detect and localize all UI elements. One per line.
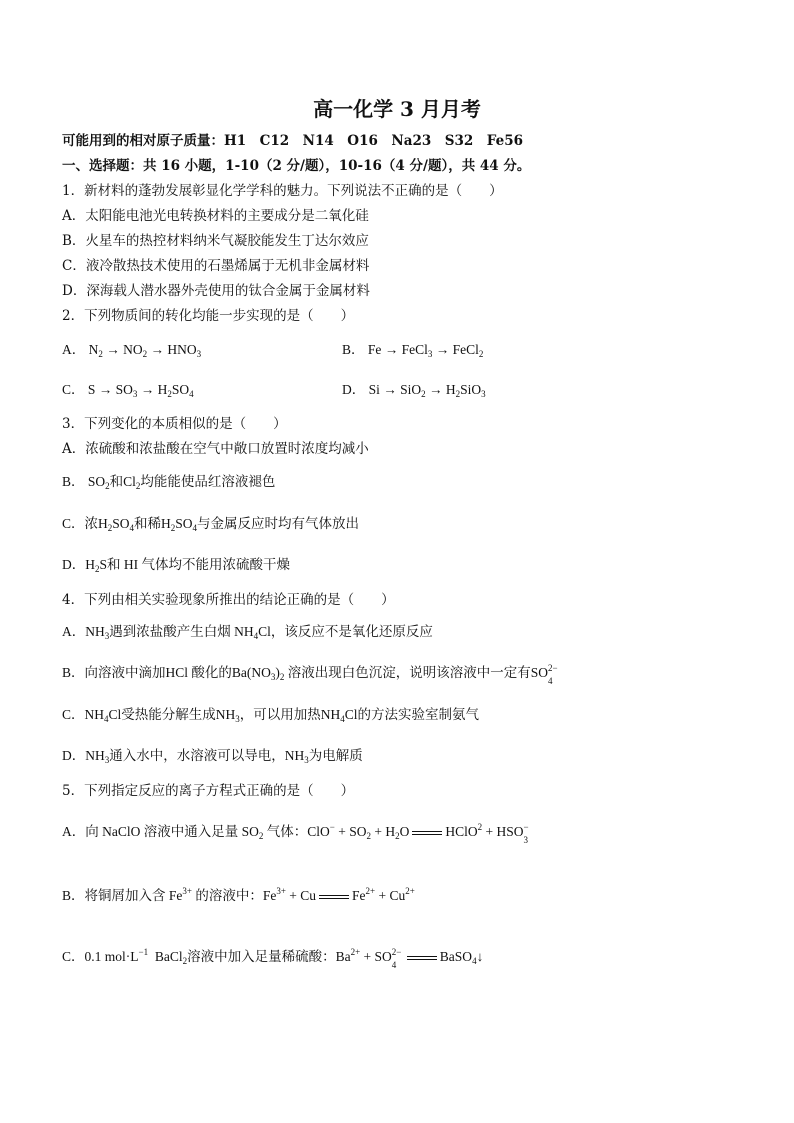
q5-b-text1: 的溶液中： <box>195 888 263 903</box>
q4-b-label: B．向溶液中滴加HCl 酸化的 <box>62 665 232 680</box>
q1-option-c: C．液冷散热技术使用的石墨烯属于无机非金属材料 <box>62 258 370 274</box>
q4-d-label: D． <box>62 748 86 763</box>
q3-b-text1: 和 <box>109 474 124 489</box>
q3-b-text2: 均能能使品红溶液褪色 <box>140 474 276 489</box>
q2-option-a: A． $N_2 \to NO_2 \to HNO_3$ <box>62 342 202 359</box>
q1-stem: 1．新材料的蓬勃发展彰显化学学科的魅力。下列说法不正确的是（ ） <box>62 183 503 199</box>
q5-option-c: C．0.1 $mol\cdot L^{-1}$ BaCl$_2$溶液中加入足量稀硫酸：$Ba^{2+}$ + SO 2− 4 BaSO$_4$↓ <box>62 947 484 970</box>
q3-d-text: 和 HI 气体均不能用浓硫酸干燥 <box>107 557 291 572</box>
q2-c-label: C． <box>62 382 85 397</box>
q2-option-c: C． $S \to SO_3 \to H_2SO_4$ <box>62 382 194 399</box>
equals-sign <box>319 895 349 899</box>
equals-sign <box>412 831 442 835</box>
q3-b-label: B． <box>62 474 85 489</box>
q3-option-c: C．浓$H_2SO_4$和稀$H_2SO_4$与金属反应时均有气体放出 <box>62 516 360 533</box>
q2-d-label: D． <box>342 382 366 397</box>
page-title: 高一化学 3 月月考 <box>313 97 481 121</box>
q5-option-a: A．向 NaClO 溶液中通入足量 $SO_2$ 气体：$ClO^- + SO_2 + H_2O$ HClO$^2$ + HSO − 3 <box>62 822 529 845</box>
q4-c-text2: ，可以用加热 <box>239 707 321 722</box>
q4-c-text3: 的方法实验室制氨气 <box>357 707 480 722</box>
q4-d-text1: 通入水中，水溶液可以导电， <box>109 748 285 763</box>
q5-b-label: B．将铜屑加入含 <box>62 888 166 903</box>
q3-option-a: A．浓硫酸和浓盐酸在空气中敞口放置时浓度均减小 <box>62 441 369 457</box>
q4-a-text1: 遇到浓盐酸产生白烟 <box>109 624 231 639</box>
equals-sign <box>407 956 437 960</box>
q3-c-text2: 与金属反应时均有气体放出 <box>197 516 360 531</box>
q4-option-d: D．$NH_3$通入水中，水溶液可以导电，$NH_3$为电解质 <box>62 748 363 765</box>
q2-b-label: B． <box>342 342 365 357</box>
q4-option-a: A．$NH_3$遇到浓盐酸产生白烟 $NH_4Cl$，该反应不是氧化还原反应 <box>62 624 433 641</box>
q1-option-d: D．深海载人潜水器外壳使用的钛合金属于金属材料 <box>62 283 370 299</box>
q1-option-a: A．太阳能电池光电转换材料的主要成分是二氧化硅 <box>62 208 369 224</box>
q5-c-text1: 溶液中加入足量稀硫酸： <box>187 949 336 964</box>
q4-c-label: C． <box>62 707 85 722</box>
q5-option-b: B．将铜屑加入含 $Fe^{3+}$ 的溶液中：$Fe^{3+} + Cu$ $Fe^{2+} + Cu^{2+}$ <box>62 886 415 903</box>
q3-c-label: C．浓 <box>62 516 99 531</box>
atomic-masses: 可能用到的相对原子质量：H1 C12 N14 O16 Na23 S32 Fe56 <box>62 133 523 149</box>
q2-option-d: D． $Si \to SiO_2 \to H_2SiO_3$ <box>342 382 486 399</box>
q4-a-text2: ，该反应不是氧化还原反应 <box>270 624 433 639</box>
q2-stem: 2．下列物质间的转化均能一步实现的是（ ） <box>62 308 355 324</box>
q5-a-text1: 气体： <box>266 824 308 839</box>
q2-a-label: A． <box>62 342 86 357</box>
q5-stem: 5．下列指定反应的离子方程式正确的是（ ） <box>62 783 355 799</box>
q4-b-text1: 溶液出现白色沉淀，说明该溶液中一定有 <box>287 665 531 680</box>
q4-option-b: B．向溶液中滴加HCl 酸化的$Ba(NO_3)_2$ 溶液出现白色沉淀，说明该溶液中一定有SO 2− 4 <box>62 663 558 686</box>
q3-d-label: D． <box>62 557 86 572</box>
q3-option-d: D．$H_2S$和 HI 气体均不能用浓硫酸干燥 <box>62 557 291 574</box>
q4-option-c: C．$NH_4Cl$受热能分解生成$NH_3$，可以用加热$NH_4Cl$的方法实验室制氨气 <box>62 707 480 724</box>
q5-a-label: A．向 NaClO 溶液中通入足量 <box>62 824 239 839</box>
q3-stem: 3．下列变化的本质相似的是（ ） <box>62 416 287 432</box>
q4-a-label: A． <box>62 624 86 639</box>
q4-c-text1: 受热能分解生成 <box>121 707 216 722</box>
q2-option-b: B． Fe → FeCl$_3$ → FeCl$_2$ <box>342 342 484 359</box>
q1-option-b: B．火星车的热控材料纳米气凝胶能发生丁达尔效应 <box>62 233 369 249</box>
q3-option-b: B． $SO_2$和$Cl_2$均能能使品红溶液褪色 <box>62 474 276 491</box>
q4-d-text2: 为电解质 <box>308 748 363 763</box>
section-heading: 一、选择题：共 16 小题，1-10（2 分/题），10-16（4 分/题），共 44 分。 <box>62 158 531 174</box>
q5-c-label: C．0.1 mol·L <box>62 949 139 964</box>
q3-c-text1: 和稀 <box>134 516 162 531</box>
q4-stem: 4．下列由相关实验现象所推出的结论正确的是（ ） <box>62 592 395 608</box>
